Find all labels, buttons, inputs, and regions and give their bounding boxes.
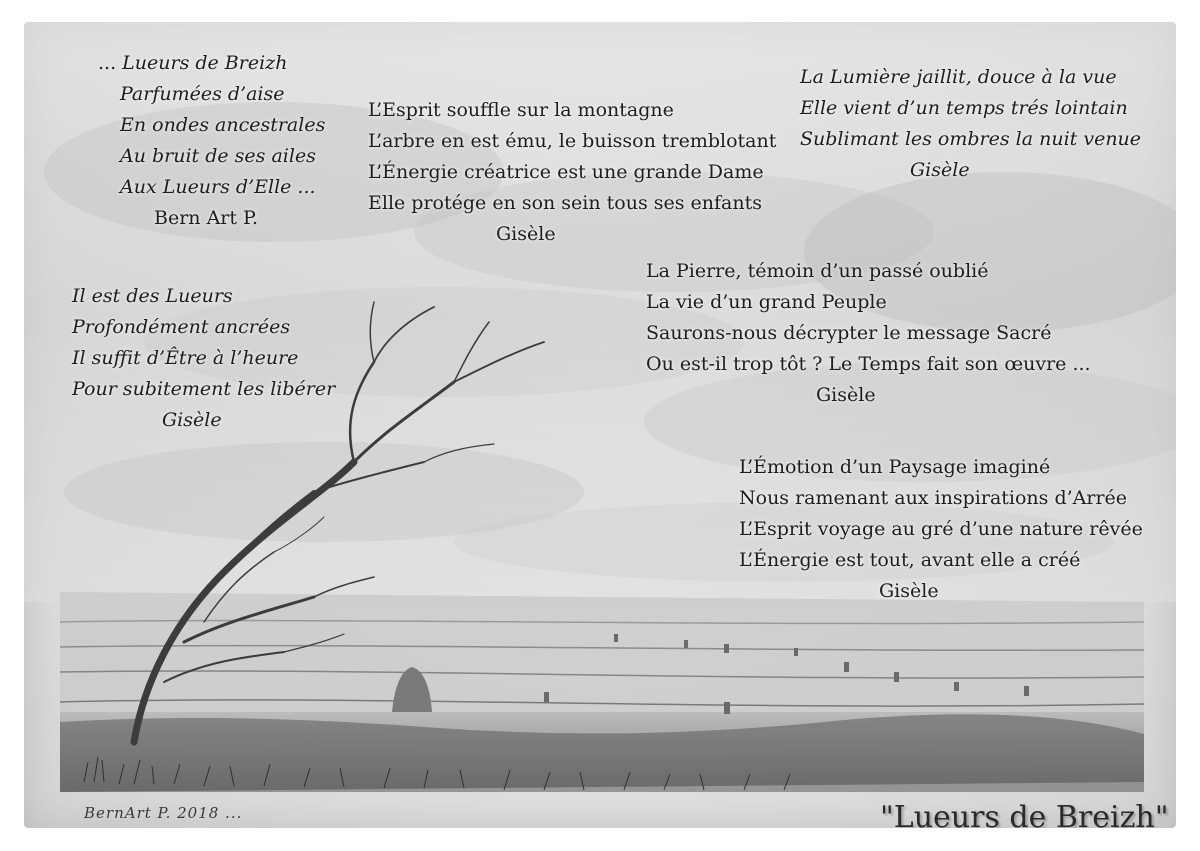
poem-line: L’Esprit souffle sur la montagne — [368, 99, 674, 121]
poem-line: Profondément ancrées — [72, 316, 291, 338]
poem-line: Parfumées d’aise — [120, 83, 285, 105]
poem-line: La Pierre, témoin d’un passé oublié — [646, 260, 989, 282]
poem-signature: Bern Art P. — [154, 207, 259, 229]
poem-line: Aux Lueurs d’Elle ... — [120, 176, 316, 198]
poem-line: Ou est-il trop tôt ? Le Temps fait son œuvre ... — [646, 353, 1091, 375]
poem-line: Elle vient d’un temps trés lointain — [800, 97, 1128, 119]
poem-signature: Gisèle — [910, 159, 970, 181]
poem-il-est-des-lueurs — [72, 281, 335, 436]
poem-signature: Gisèle — [496, 223, 556, 245]
artwork-title: "Lueurs de Breizh" — [880, 800, 1169, 828]
poem-line: L’Énergie créatrice est une grande Dame — [368, 161, 764, 183]
poem-lueurs-de-breizh — [98, 48, 325, 234]
artist-signature: BernArt P. 2018 ... — [84, 804, 243, 822]
poem-line: L’arbre en est ému, le buisson tremblotant — [368, 130, 777, 152]
poem-la-pierre — [646, 256, 1091, 411]
poem-line: En ondes ancestrales — [120, 114, 326, 136]
poem-line: Elle protége en son sein tous ses enfants — [368, 192, 762, 214]
poem-line: Sublimant les ombres la nuit venue — [800, 128, 1142, 150]
moorland — [60, 592, 1144, 792]
poem-line: Nous ramenant aux inspirations d’Arrée — [739, 487, 1128, 509]
poem-line: Il suffit d’Être à l’heure — [72, 347, 299, 369]
poem-line: Au bruit de ses ailes — [120, 145, 316, 167]
poem-emotion-paysage — [739, 452, 1143, 607]
poem-signature: Gisèle — [816, 384, 876, 406]
poem-esprit-montagne — [368, 95, 776, 250]
poem-line: Saurons-nous décrypter le message Sacré — [646, 322, 1052, 344]
poem-line: La vie d’un grand Peuple — [646, 291, 887, 313]
poem-line: Il est des Lueurs — [72, 285, 233, 307]
drawing-sheet — [24, 22, 1176, 828]
poem-lumiere — [800, 62, 1141, 186]
poem-line: L’Esprit voyage au gré d’une nature rêvée — [739, 518, 1143, 540]
poem-line: ... Lueurs de Breizh — [98, 52, 288, 74]
poem-line: L’Émotion d’un Paysage imaginé — [739, 456, 1051, 478]
poem-signature: Gisèle — [162, 409, 222, 431]
poem-line: L’Énergie est tout, avant elle a créé — [739, 549, 1081, 571]
poem-line: Pour subitement les libérer — [72, 378, 336, 400]
poem-line: La Lumière jaillit, douce à la vue — [800, 66, 1117, 88]
poem-signature: Gisèle — [879, 580, 939, 602]
